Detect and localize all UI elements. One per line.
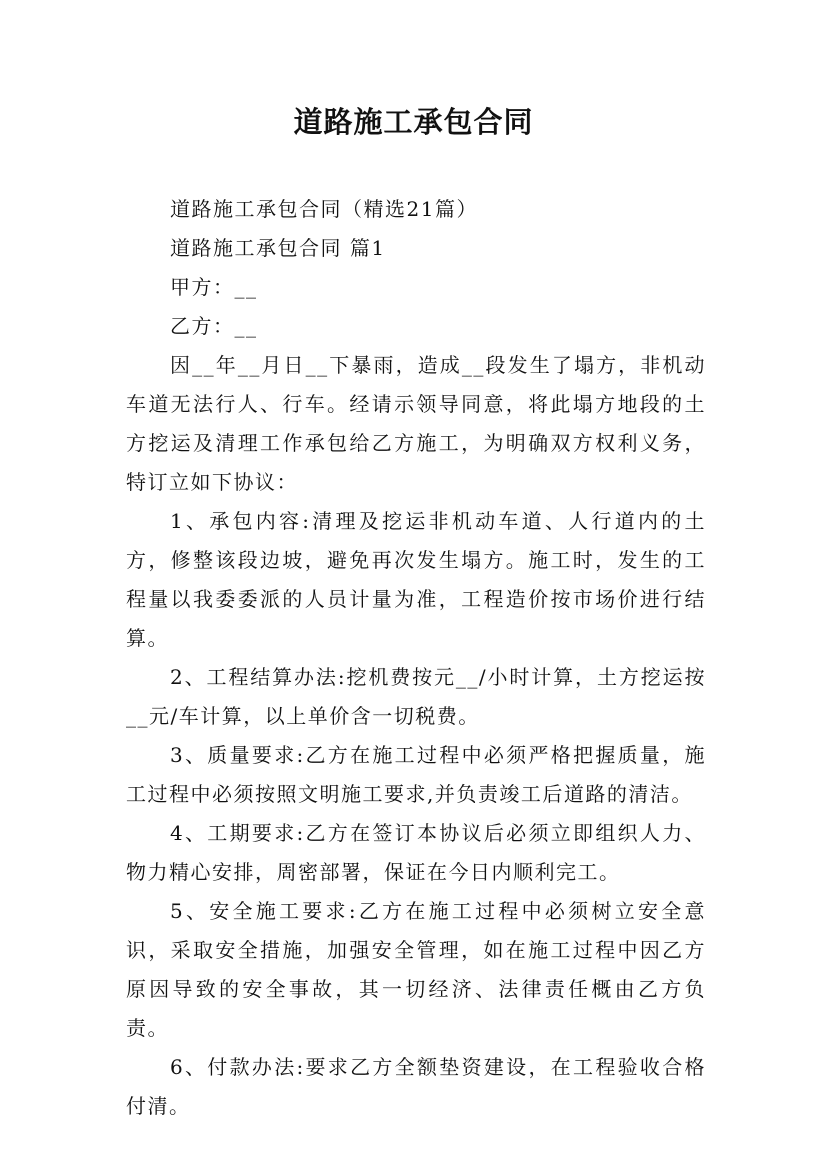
- paragraph-subtitle: 道路施工承包合同（精选21篇）: [170, 197, 478, 221]
- paragraph-clause-3: 3、质量要求:乙方在施工过程中必须严格把握质量，施工过程中必须按照文明施工要求,并负责竣工后道路的清洁。: [126, 743, 706, 806]
- paragraph-party-b: 乙方：__: [170, 314, 258, 338]
- paragraph-intro: 因__年__月日__下暴雨，造成__段发生了塌方，非机动车道无法行人、行车。经请示领导同意，将此塌方地段的土方挖运及清理工作承包给乙方施工，为明确双方权利义务，特订立如下协议：: [126, 353, 706, 494]
- paragraph-party-a: 甲方：__: [170, 275, 258, 299]
- paragraph-clause-1: 1、承包内容:清理及挖运非机动车道、人行道内的土方，修整该段边坡，避免再次发生塌方。施工时，发生的工程量以我委委派的人员计量为准，工程造价按市场价进行结算。: [126, 509, 706, 650]
- paragraph-clause-4: 4、工期要求:乙方在签订本协议后必须立即组织人力、物力精心安排，周密部署，保证在今日内顺利完工。: [126, 821, 706, 884]
- paragraph-clause-5: 5、安全施工要求:乙方在施工过程中必须树立安全意识，采取安全措施，加强安全管理，如在施工过程中因乙方原因导致的安全事故，其一切经济、法律责任概由乙方负责。: [126, 899, 706, 1040]
- paragraph-clause-6: 6、付款办法:要求乙方全额垫资建设，在工程验收合格付清。: [126, 1055, 706, 1118]
- paragraph-clause-2: 2、工程结算办法:挖机费按元__/小时计算，土方挖运按__元/车计算，以上单价含一切税费。: [126, 665, 706, 728]
- document-body: [126, 190, 706, 1126]
- document-title: 道路施工承包合同: [293, 105, 534, 139]
- paragraph-section-heading: 道路施工承包合同 篇1: [170, 236, 386, 260]
